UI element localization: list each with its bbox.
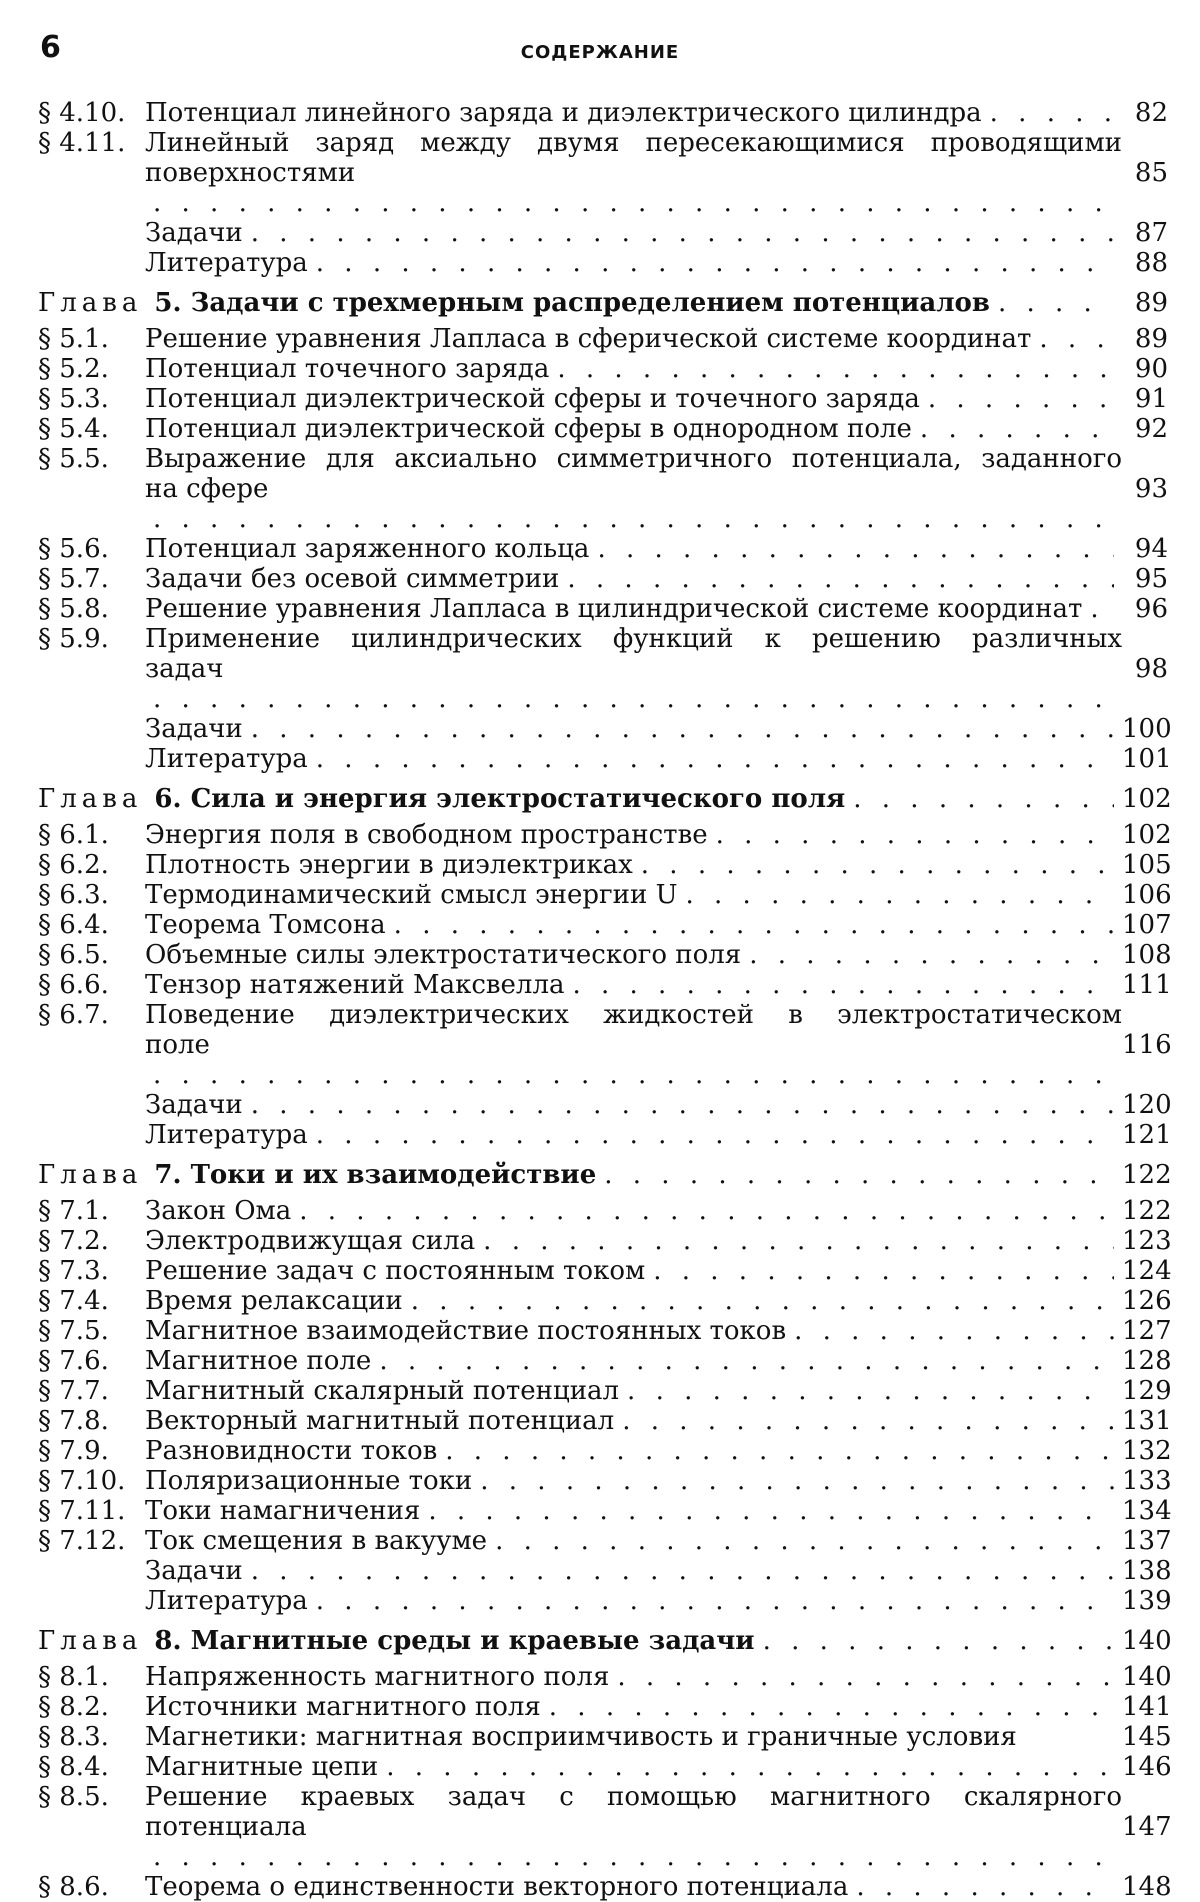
section-number: § 5.3. — [38, 384, 109, 414]
toc-line — [145, 1196, 1122, 1226]
section-number: § 7.4. — [38, 1286, 109, 1316]
toc-line — [145, 158, 1122, 218]
toc-line — [145, 1872, 1122, 1902]
section-title: Источники магнитного поля — [145, 1692, 541, 1722]
sub-title: Литература — [145, 744, 308, 774]
dot-leader — [920, 414, 1114, 444]
dot-leader — [557, 354, 1114, 384]
section-title-line2: поле — [145, 1030, 210, 1060]
sub-title: Задачи — [145, 218, 243, 248]
dot-leader — [394, 910, 1114, 940]
dot-leader — [641, 850, 1114, 880]
section-number: § 7.2. — [38, 1226, 109, 1256]
page-ref: 85 — [1134, 158, 1168, 188]
section-title: Энергия поля в свободном пространстве — [145, 820, 708, 850]
toc-section-row — [38, 1226, 1172, 1256]
toc-line — [145, 820, 1122, 850]
section-title: Потенциал линейного заряда и диэлектрического цилиндра — [145, 98, 982, 128]
dot-leader — [928, 384, 1114, 414]
dot-leader — [685, 880, 1114, 910]
toc-section-row — [38, 1872, 1172, 1902]
section-title: Закон Ома — [145, 1196, 292, 1226]
section-title: Магнитное взаимодействие постоянных токов — [145, 1316, 787, 1346]
toc-line — [145, 474, 1122, 534]
sub-title: Литература — [145, 1586, 308, 1616]
section-number: § 6.1. — [38, 820, 109, 850]
dot-leader — [749, 940, 1114, 970]
dot-leader — [572, 970, 1114, 1000]
toc-line — [145, 850, 1122, 880]
page-ref: 89 — [1134, 324, 1168, 354]
section-number: § 8.6. — [38, 1872, 109, 1902]
page-ref: 140 — [1122, 1626, 1172, 1656]
toc-sub-row — [38, 218, 1168, 248]
section-title: Векторный магнитный потенциал — [145, 1406, 615, 1436]
toc-section-row — [38, 1376, 1172, 1406]
section-number: § 5.9. — [38, 624, 109, 654]
toc-section-row — [38, 534, 1168, 564]
page-ref: 138 — [1122, 1556, 1172, 1586]
toc-line — [145, 1286, 1122, 1316]
toc-section-row — [38, 1692, 1172, 1722]
section-number: § 8.5. — [38, 1782, 109, 1812]
toc-section-row — [38, 384, 1168, 414]
page-ref: 105 — [1122, 850, 1172, 880]
toc-section-row — [38, 1000, 1168, 1030]
toc-section-row — [38, 1436, 1172, 1466]
toc-sub-row — [38, 1556, 1172, 1586]
sub-title: Задачи — [145, 1090, 243, 1120]
toc-line — [145, 1120, 1122, 1150]
dot-leader — [316, 248, 1114, 278]
page-ref: 139 — [1122, 1586, 1172, 1616]
section-number: § 6.3. — [38, 880, 109, 910]
toc-line — [145, 910, 1122, 940]
chapter-label: Глава — [38, 1160, 143, 1190]
dot-leader — [428, 1496, 1114, 1526]
page-ref: 101 — [1122, 744, 1172, 774]
toc-section-row — [38, 1346, 1172, 1376]
toc-line — [145, 354, 1122, 384]
toc-line — [145, 654, 1122, 714]
section-title-line1: Поведение диэлектрических жидкостей в электростатическом — [145, 1000, 1122, 1030]
section-title-line1: Выражение для аксиально симметричного потенциала, заданного — [145, 444, 1122, 474]
toc-section-row — [38, 624, 1168, 654]
section-title: Магнетики: магнитная восприимчивость и граничные условия — [145, 1722, 1017, 1752]
section-title: Потенциал диэлектрической сферы и точечного заряда — [145, 384, 920, 414]
dot-leader — [1090, 594, 1114, 624]
section-number: § 6.5. — [38, 940, 109, 970]
toc-line — [145, 1752, 1122, 1782]
dot-leader — [480, 1466, 1114, 1496]
dot-leader — [990, 98, 1114, 128]
page-ref: 137 — [1122, 1526, 1172, 1556]
toc-line — [145, 98, 1122, 128]
dot-leader — [386, 1752, 1114, 1782]
section-number: § 6.7. — [38, 1000, 109, 1030]
toc-section-row-continued — [38, 654, 1168, 714]
dot-leader — [998, 286, 1114, 320]
toc-line — [145, 1256, 1122, 1286]
page-ref: 121 — [1122, 1120, 1172, 1150]
section-number: § 6.2. — [38, 850, 109, 880]
page-ref: 123 — [1122, 1226, 1172, 1256]
toc-section-row — [38, 1286, 1172, 1316]
dot-leader — [622, 1406, 1114, 1436]
toc-line — [145, 970, 1122, 1000]
dot-leader — [483, 1226, 1114, 1256]
toc-line — [145, 744, 1122, 774]
toc-section-row — [38, 1752, 1172, 1782]
toc-chapter-row — [38, 782, 1172, 816]
section-title: Напряженность магнитного поля — [145, 1662, 610, 1692]
section-title: Теорема Томсона — [145, 910, 386, 940]
section-title: Электродвижущая сила — [145, 1226, 476, 1256]
page-ref: 122 — [1122, 1196, 1172, 1226]
section-number: § 7.6. — [38, 1346, 109, 1376]
dot-leader — [379, 1346, 1114, 1376]
dot-leader — [495, 1526, 1114, 1556]
toc-sub-row — [38, 1586, 1172, 1616]
section-number: § 7.9. — [38, 1436, 109, 1466]
chapter-label: Глава — [38, 1626, 143, 1656]
dot-leader — [445, 1436, 1114, 1466]
dot-leader — [251, 1090, 1114, 1120]
toc-chapter-row — [38, 286, 1168, 320]
section-title: Теорема о единственности векторного потенциала — [145, 1872, 849, 1902]
dot-leader — [617, 1662, 1114, 1692]
page-ref: 102 — [1122, 784, 1172, 814]
toc-line — [145, 414, 1122, 444]
toc-line — [145, 1466, 1122, 1496]
dot-leader — [1039, 324, 1114, 354]
toc-section-row — [38, 444, 1168, 474]
section-title: Магнитное поле — [145, 1346, 372, 1376]
dot-leader — [299, 1196, 1114, 1226]
page-ref: 89 — [1134, 288, 1168, 318]
chapter-title: 5. Задачи с трехмерным распределением потенциалов — [154, 288, 990, 318]
toc-line — [145, 1030, 1122, 1090]
toc-sub-row — [38, 714, 1172, 744]
page-ref: 95 — [1134, 564, 1168, 594]
section-number: § 7.10. — [38, 1466, 126, 1496]
toc-line — [145, 1812, 1122, 1872]
dot-leader — [856, 1872, 1114, 1902]
section-number: § 5.8. — [38, 594, 109, 624]
section-title: Поляризационные токи — [145, 1466, 473, 1496]
chapter-title: 7. Токи и их взаимодействие — [154, 1160, 597, 1190]
toc-sub-row — [38, 248, 1168, 278]
section-title: Задачи без осевой симметрии — [145, 564, 560, 594]
toc-section-row — [38, 1256, 1172, 1286]
section-title-line1: Линейный заряд между двумя пересекающимися проводящими — [145, 128, 1122, 158]
section-title-line1: Применение цилиндрических функций к решению различных — [145, 624, 1122, 654]
toc-section-row — [38, 1316, 1172, 1346]
sub-title: Литература — [145, 1120, 308, 1150]
toc-section-multiline — [38, 1782, 1172, 1872]
section-number: § 7.5. — [38, 1316, 109, 1346]
dot-leader — [251, 1556, 1114, 1586]
dot-leader — [653, 1256, 1114, 1286]
page-ref: 128 — [1122, 1346, 1172, 1376]
dot-leader — [627, 1376, 1114, 1406]
page-ref: 140 — [1122, 1662, 1172, 1692]
page-ref: 102 — [1122, 820, 1172, 850]
toc-line — [145, 1406, 1122, 1436]
toc-line — [145, 1436, 1122, 1466]
toc-line — [145, 880, 1122, 910]
toc-section-row-continued — [38, 1030, 1172, 1090]
toc-line — [145, 384, 1122, 414]
toc-line — [145, 714, 1122, 744]
page-header — [32, 30, 1168, 70]
section-title: Тензор натяжений Максвелла — [145, 970, 565, 1000]
section-number: § 5.7. — [38, 564, 109, 594]
dot-leader — [153, 1060, 1114, 1090]
section-number: § 5.6. — [38, 534, 109, 564]
section-title-line2: задач — [145, 654, 224, 684]
page-ref: 100 — [1122, 714, 1172, 744]
page-ref: 141 — [1122, 1692, 1172, 1722]
toc-section-row — [38, 940, 1172, 970]
page-ref: 145 — [1122, 1722, 1172, 1752]
toc-section-row — [38, 98, 1168, 128]
page-number: 6 — [40, 30, 61, 65]
dot-leader — [567, 564, 1114, 594]
toc-section-row-continued — [38, 1812, 1172, 1872]
section-title-line1: Решение краевых задач с помощью магнитного скалярного — [145, 1782, 1122, 1812]
toc-section-row — [38, 880, 1172, 910]
page-ref: 147 — [1122, 1812, 1172, 1842]
page-ref: 107 — [1122, 910, 1172, 940]
toc-section-row — [38, 1496, 1172, 1526]
toc-section-multiline — [38, 128, 1168, 218]
page-ref: 88 — [1134, 248, 1168, 278]
section-number: § 7.7. — [38, 1376, 109, 1406]
toc-line — [145, 1316, 1122, 1346]
section-number: § 6.4. — [38, 910, 109, 940]
toc-section-multiline — [38, 624, 1168, 714]
toc-line — [145, 218, 1122, 248]
page-ref: 94 — [1134, 534, 1168, 564]
toc-line — [145, 1376, 1122, 1406]
page-ref: 131 — [1122, 1406, 1172, 1436]
section-number: § 7.12. — [38, 1526, 126, 1556]
dot-leader — [549, 1692, 1114, 1722]
section-title: Термодинамический смысл энергии U — [145, 880, 678, 910]
page-ref: 90 — [1134, 354, 1168, 384]
chapter-label: Глава — [38, 784, 143, 814]
page-ref: 87 — [1134, 218, 1168, 248]
toc-section-row — [38, 1722, 1172, 1752]
page-ref: 108 — [1122, 940, 1172, 970]
dot-leader — [794, 1316, 1114, 1346]
toc-line — [145, 940, 1122, 970]
section-number: § 7.11. — [38, 1496, 126, 1526]
dot-leader — [716, 820, 1114, 850]
page-ref: 122 — [1122, 1160, 1172, 1190]
dot-leader — [763, 1624, 1114, 1658]
section-number: § 8.1. — [38, 1662, 109, 1692]
section-title: Потенциал заряженного кольца — [145, 534, 590, 564]
section-title: Потенциал точечного заряда — [145, 354, 550, 384]
section-number: § 7.3. — [38, 1256, 109, 1286]
page-ref: 98 — [1134, 654, 1168, 684]
page-ref: 133 — [1122, 1466, 1172, 1496]
page-ref: 92 — [1134, 414, 1168, 444]
toc-section-row — [38, 1662, 1172, 1692]
toc-chapter-row — [38, 1158, 1172, 1192]
page-ref: 82 — [1134, 98, 1168, 128]
toc-section-row — [38, 1466, 1172, 1496]
section-number: § 8.3. — [38, 1722, 109, 1752]
toc-section-multiline — [38, 1000, 1172, 1090]
table-of-contents — [38, 98, 1172, 1902]
chapter-title: 8. Магнитные среды и краевые задачи — [154, 1626, 755, 1656]
section-title: Решение задач с постоянным током — [145, 1256, 646, 1286]
section-title-line2: поверхностями — [145, 158, 356, 188]
dot-leader — [316, 1120, 1114, 1150]
section-title: Магнитные цепи — [145, 1752, 379, 1782]
toc-line — [145, 324, 1122, 354]
section-number: § 7.1. — [38, 1196, 109, 1226]
toc-section-row — [38, 1196, 1172, 1226]
page-ref: 93 — [1134, 474, 1168, 504]
toc-section-row — [38, 594, 1168, 624]
toc-chapter-row — [38, 1624, 1172, 1658]
section-title: Решение уравнения Лапласа в сферической системе координат — [145, 324, 1032, 354]
toc-line — [145, 1496, 1122, 1526]
page-ref: 126 — [1122, 1286, 1172, 1316]
dot-leader — [153, 684, 1114, 714]
sub-title: Задачи — [145, 1556, 243, 1586]
page-ref: 91 — [1134, 384, 1168, 414]
section-title: Время релаксации — [145, 1286, 403, 1316]
running-title: СОДЕРЖАНИЕ — [520, 42, 680, 63]
page-ref: 132 — [1122, 1436, 1172, 1466]
toc-section-row — [38, 354, 1168, 384]
section-title: Токи намагничения — [145, 1496, 421, 1526]
section-title: Ток смещения в вакууме — [145, 1526, 488, 1556]
toc-line — [145, 564, 1122, 594]
dot-leader — [251, 714, 1114, 744]
page-ref: 129 — [1122, 1376, 1172, 1406]
section-title: Потенциал диэлектрической сферы в однородном поле — [145, 414, 912, 444]
toc-line — [145, 1346, 1122, 1376]
dot-leader — [153, 504, 1114, 534]
dot-leader — [316, 1586, 1114, 1616]
section-number: § 4.11. — [38, 128, 126, 158]
toc-sub-row — [38, 1090, 1172, 1120]
page-ref: 134 — [1122, 1496, 1172, 1526]
toc-section-row — [38, 324, 1168, 354]
section-title-line2: на сфере — [145, 474, 269, 504]
page-ref: 96 — [1134, 594, 1168, 624]
dot-leader — [604, 1158, 1114, 1192]
section-number: § 8.2. — [38, 1692, 109, 1722]
section-number: § 5.2. — [38, 354, 109, 384]
toc-line — [145, 534, 1122, 564]
toc-line — [145, 594, 1122, 624]
page-ref: 111 — [1122, 970, 1172, 1000]
toc-sub-row — [38, 1120, 1172, 1150]
page-ref: 124 — [1122, 1256, 1172, 1286]
section-title: Решение уравнения Лапласа в цилиндрической системе координат — [145, 594, 1083, 624]
toc-section-row — [38, 820, 1172, 850]
toc-sub-row — [38, 744, 1172, 774]
section-title: Объемные силы электростатического поля — [145, 940, 742, 970]
dot-leader — [153, 188, 1114, 218]
section-number: § 5.4. — [38, 414, 109, 444]
dot-leader — [251, 218, 1114, 248]
toc-line — [145, 1722, 1122, 1752]
toc-section-row — [38, 128, 1168, 158]
toc-section-row-continued — [38, 158, 1168, 218]
toc-section-row — [38, 970, 1172, 1000]
section-number: § 7.8. — [38, 1406, 109, 1436]
dot-leader — [316, 744, 1114, 774]
page-ref: 120 — [1122, 1090, 1172, 1120]
toc-section-row — [38, 1526, 1172, 1556]
page-ref: 148 — [1122, 1872, 1172, 1902]
toc-section-row — [38, 1406, 1172, 1436]
toc-line — [145, 1556, 1122, 1586]
section-title: Разновидности токов — [145, 1436, 438, 1466]
section-number: § 4.10. — [38, 98, 126, 128]
toc-section-multiline — [38, 444, 1168, 534]
toc-line — [145, 1662, 1122, 1692]
dot-leader — [153, 1842, 1114, 1872]
toc-line — [145, 1586, 1122, 1616]
chapter-title: 6. Сила и энергия электростатического поля — [154, 784, 846, 814]
toc-line — [145, 1226, 1122, 1256]
toc-line — [145, 248, 1122, 278]
sub-title: Литература — [145, 248, 308, 278]
dot-leader — [411, 1286, 1114, 1316]
toc-section-row — [38, 414, 1168, 444]
section-number: § 8.4. — [38, 1752, 109, 1782]
toc-section-row — [38, 1782, 1168, 1812]
toc-section-row — [38, 910, 1172, 940]
toc-line — [145, 1090, 1122, 1120]
section-title: Плотность энергии в диэлектриках — [145, 850, 633, 880]
toc-line — [145, 1526, 1122, 1556]
toc-section-row — [38, 564, 1168, 594]
section-number: § 6.6. — [38, 970, 109, 1000]
toc-line — [145, 1692, 1122, 1722]
section-number: § 5.1. — [38, 324, 109, 354]
section-number: § 5.5. — [38, 444, 109, 474]
sub-title: Задачи — [145, 714, 243, 744]
section-title: Магнитный скалярный потенциал — [145, 1376, 620, 1406]
toc-section-row — [38, 850, 1172, 880]
dot-leader — [597, 534, 1114, 564]
page-ref: 146 — [1122, 1752, 1172, 1782]
chapter-label: Глава — [38, 288, 143, 318]
page-ref: 127 — [1122, 1316, 1172, 1346]
section-title-line2: потенциала — [145, 1812, 307, 1842]
page-ref: 106 — [1122, 880, 1172, 910]
page-ref: 116 — [1122, 1030, 1172, 1060]
dot-leader — [853, 782, 1114, 816]
toc-section-row-continued — [38, 474, 1168, 534]
